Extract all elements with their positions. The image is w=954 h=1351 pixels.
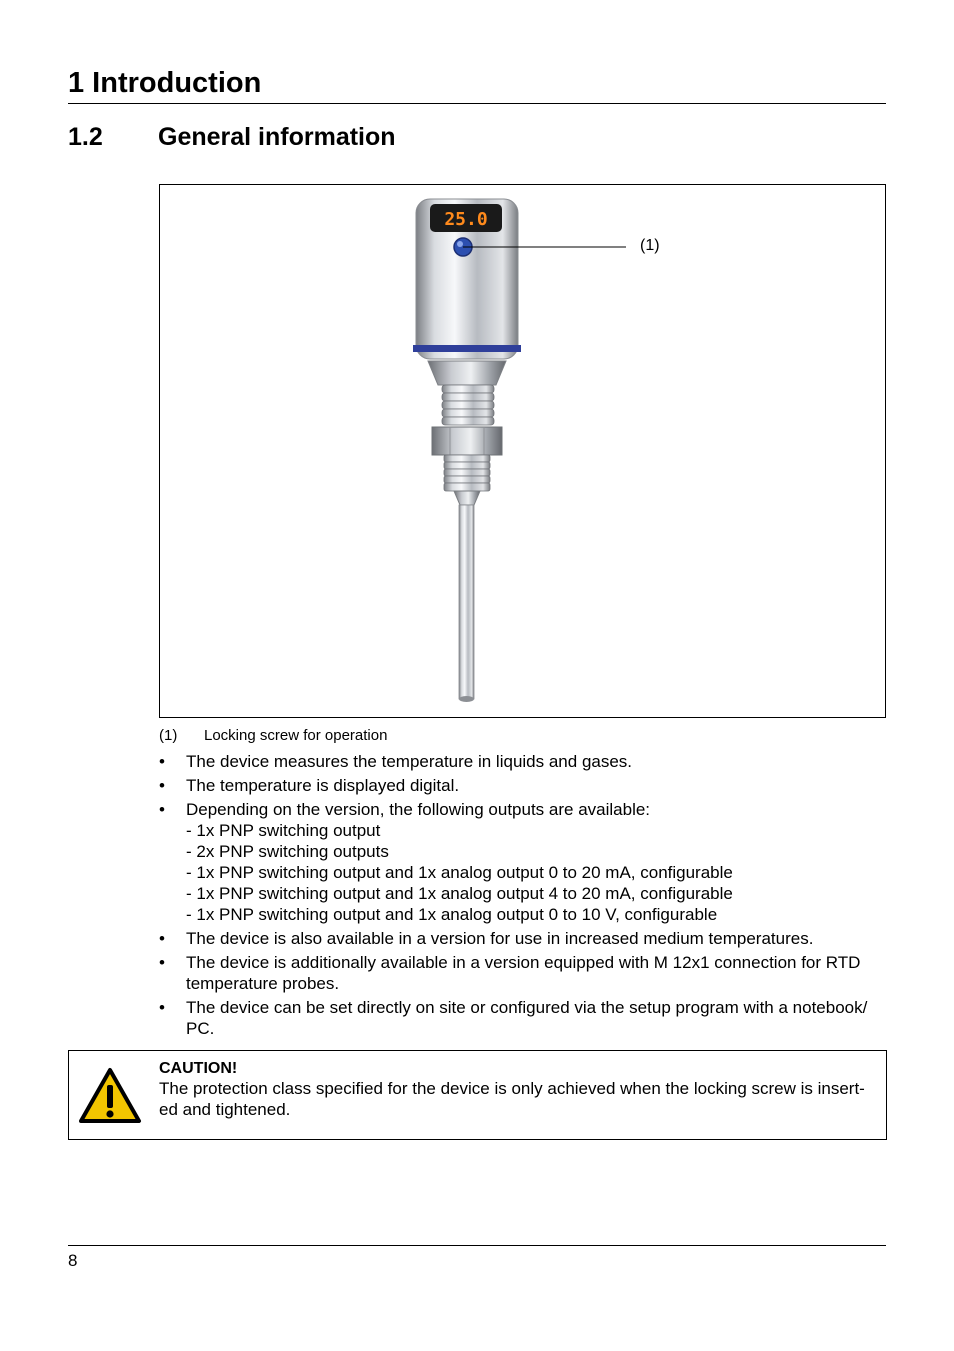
footer-rule — [68, 1245, 886, 1246]
sub-item: - 1x PNP switching output and 1x analog output 4 to 20 mA, configurable — [186, 884, 733, 903]
bullet-icon: • — [159, 953, 165, 972]
caption-text: Locking screw for operation — [204, 727, 388, 744]
caption-number: (1) — [159, 727, 178, 744]
list-item-text: The device is additionally available in a version equipped with M 12x1 connection for RTD temperature probes. — [186, 953, 861, 993]
list-item-text: Depending on the version, the following outputs are available: — [186, 800, 651, 819]
feature-list — [159, 751, 889, 1042]
device-figure — [159, 184, 886, 718]
list-item-text: The device measures the temperature in liquids and gases. — [186, 752, 633, 771]
list-item — [159, 751, 889, 772]
list-item-text: The device is also available in a version for use in increased medium temperatures. — [186, 929, 814, 948]
bullet-icon: • — [159, 752, 165, 771]
chapter-rule — [68, 103, 886, 104]
callout-label: (1) — [640, 237, 660, 254]
section-title: General information — [158, 123, 396, 151]
list-item — [159, 952, 889, 994]
list-item-text: The device can be set directly on site or configured via the setup program with a notebook/ PC. — [186, 998, 868, 1038]
chapter-title: 1 Introduction — [68, 67, 262, 99]
bullet-icon: • — [159, 800, 165, 819]
caution-notice — [68, 1050, 887, 1140]
list-item — [159, 928, 889, 949]
display-reading: 25.0 — [444, 209, 488, 230]
list-item — [159, 799, 889, 925]
caution-heading: CAUTION! — [159, 1060, 238, 1077]
caution-text: The protection class specified for the device is only achieved when the locking screw is insert-ed and tightened. — [159, 1079, 865, 1119]
page-number: 8 — [68, 1251, 78, 1270]
bullet-icon: • — [159, 776, 165, 795]
sub-item: - 1x PNP switching output — [186, 821, 381, 840]
bullet-icon: • — [159, 998, 165, 1017]
sub-item: - 1x PNP switching output and 1x analog output 0 to 10 V, configurable — [186, 905, 718, 924]
list-item — [159, 775, 889, 796]
list-item — [159, 997, 889, 1039]
sub-item: - 2x PNP switching outputs — [186, 842, 389, 861]
section-number: 1.2 — [68, 123, 103, 151]
bullet-icon: • — [159, 929, 165, 948]
list-item-text: The temperature is displayed digital. — [186, 776, 460, 795]
warning-triangle-icon — [78, 1067, 142, 1125]
temperature-sensor-illustration — [160, 185, 885, 717]
sub-item: - 1x PNP switching output and 1x analog output 0 to 20 mA, configurable — [186, 863, 733, 882]
